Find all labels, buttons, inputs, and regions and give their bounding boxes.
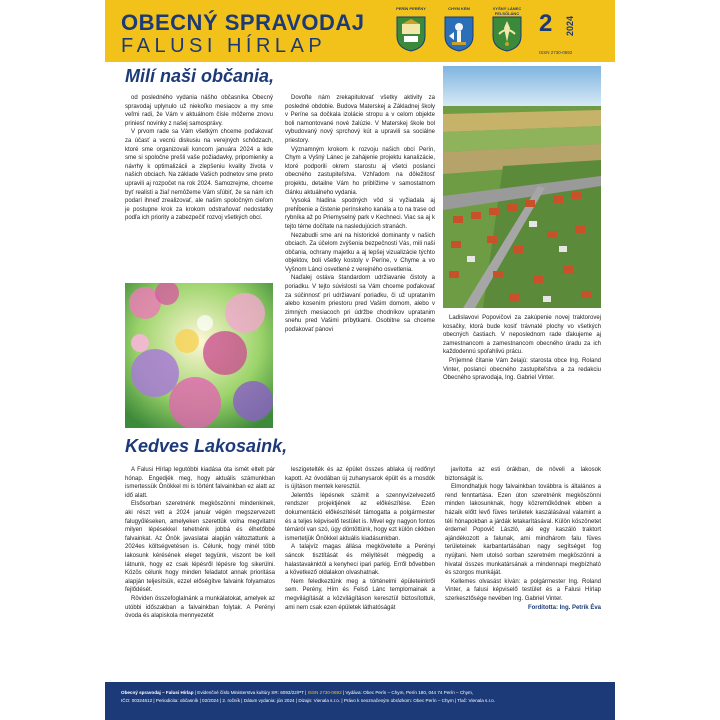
sk-heading: Milí naši občania, bbox=[125, 66, 275, 86]
perin-coat-of-arms-icon bbox=[396, 16, 426, 52]
paragraph: Naďalej ostáva štandardom udržiavanie čistoty a poriadku. V tejto súvislosti sa Vám chceme poďakovať za súčinnosť pri udržiavaní poriadku, či už uprataním alebo kosením priestoru pred Vašim domom, alebo v zimných mesiacoch pri údržbe chodníkov upratanim snehu pred Vašimi príbytkami. Osobitne sa chceme poďakovať pánovi bbox=[285, 275, 435, 334]
aerial-village-image bbox=[443, 66, 601, 308]
imprint-line-2: IČO: 00324612 | Periodicita: občasník | 02/2024 | 2. ročník | Dátum vydania: jún 2024 | Dizajn: Vienala s.r.o. | Právo k neoznačeným obrázkom: Obec Perín – Chym | Tlač: Vienala s.r.o. bbox=[121, 698, 496, 703]
village-aerial-photo bbox=[443, 66, 601, 308]
imprint-footer bbox=[105, 682, 615, 720]
paragraph: javította az esti órákban, de növeli a lakosok biztonságát is. bbox=[445, 467, 601, 482]
paragraph: Elsősorban szeretnénk megköszönni mindenkinek, aki részt vett a 2024 január végén megszervezett falugyűléseken, amelyeken szerettük volna megvitatni milyen lépésekkel tehetnénk jobbá és élhetőbbé falvainkat. Az Önök javaslatai alapján változtattunk a 2024es költségvetésen is. Célunk, hogy minél több lakosunk kérésének eleget tegyünk, viszont be kell látnunk, hogy ez csak lépésről lépésre fog sikerülni. Közös célunk hogy minden feladatot annak prioritása alapján teljesítsük, ezzel előségítve falvaink folyamatos fejlődését. bbox=[125, 501, 275, 594]
newsletter-page bbox=[105, 0, 615, 720]
imprint-line-1: Obecný spravodaj – Falusi Hírlap | Evidenčné číslo Ministerstva kultúry SR: 6093/22/PT | ISSN 2730-0692 | Vydáva: Obec Perín – Chym, Perín 180, 044 74 Perín – Chym, bbox=[121, 690, 474, 695]
sk-column-3 bbox=[443, 314, 601, 383]
paragraph: A talajvíz magas állása megkövetelte a Perényi sáncok tisztítását és mélyítését mégpedig a halastavaknktól a kenyheci ipari parkig. Erről bővebben a következő oldalakon olvashatnak. bbox=[285, 544, 435, 577]
paragraph: Významným krokom k rozvoju našich obcí Perín, Chym a Vyšný Lánec je zahájenie projektu kanalizácie, ktoré podporili okrem starostu aj všetci poslanci obecného zastupiteľstva. Vzhľadom na dôležitosť projektu, detailne Vám ho priblížime v samostatnom článku aktuálneho vydania. bbox=[285, 146, 435, 196]
publication-title: OBECNÝ SPRAVODAJ bbox=[121, 10, 365, 35]
paragraph: Dovoľte nám zrekapitulovať všetky aktivity za posledné obdobie. Budova Materskej a Základnej školy v Períne sa dočkala izolácie stropu a v celom objekte boli namontované nové žalúzie. V Materskej škole bol vybudovaný nový sprchový kút a upravili sa sociálne priestory. bbox=[285, 95, 435, 144]
paragraph: Nezabudli sme ani na historické dominanty v našich obciach. Za účelom zvýšenia bezpečnosti Vás, mili naši občania, ochrany majetku a aj lepšej vizualizácie týchto objektov, boli všetky kostoly v Períne, v Chyme a vo Vyšnom Lánci osvetlené z verejného osvetlenia. bbox=[285, 232, 435, 273]
issue-year: 2024 bbox=[565, 15, 575, 36]
paragraph: V prvom rade sa Vám všetkým chceme poďakovať za účasť a vecnú diskusiu na verejných schôdzach, ktoré sme organizovali koncom januára 2024 a kde sme si spoločne prešli vaše požiadavky, pripomienky a návrhy k optimalizácii a zlepšeniu kvality života v našich obciach. Na základe Vašich podnetov sme preto upravili aj rozpočet na rok 2024. Samozrejme, chceme byť realisti a žiaľ nemôžeme Vám sľúbiť, že sa nám ich podarí ihneď zrealizovať, ale našim spoločným cieľom je postupne krok za krokom odstraňovať nedostatky podľa ich priority a zabezpečiť rozvoj všetkých obcí. bbox=[125, 129, 273, 222]
hu-heading: Kedves Lakosaink, bbox=[125, 436, 288, 456]
footer-issn: ISSN 2730-0692 bbox=[307, 690, 342, 695]
sk-column-2 bbox=[285, 94, 435, 335]
translator-credit bbox=[445, 604, 601, 613]
chym-coat-of-arms-icon bbox=[444, 16, 474, 52]
crest-chym: CHYM KÉM bbox=[439, 6, 479, 52]
sk-column-1 bbox=[125, 94, 273, 223]
paragraph: Vysoká hladina spodných vôd si vyžiadala aj prehĺbenie a čistenie perínskeho kanála a to na trase od rybníka až po Priemyselný park v Kechneci. Viac sa aj k tejto téme dočítate na nasledujúcich stranách. bbox=[285, 198, 435, 230]
hu-column-2 bbox=[285, 466, 435, 612]
hu-column-3 bbox=[445, 466, 601, 612]
issue-box bbox=[535, 0, 615, 62]
paragraph: Jelentős lépésnek számít a szennyvízelvezető rendszer projektjének az előkészítése. Ezen dokumentáció előkészítését támogatta a polgármester és a teljes képviselő testület is. Mivel egy nagyon fontos témáról van szó, úgy döntöttünk, hogy ezt külön cikkben ismertetjük Önökkel aktuális kiadásunkban. bbox=[285, 492, 435, 542]
paragraph: Röviden összefoglalnánk a munkálatokat, amelyek az utóbbi időszakban a falvainkban folytak. A Perényi óvoda és alapiskola mennyezetét bbox=[125, 595, 275, 620]
paragraph: A Falusi Hírlap legutóbbi kiadása óta ismét eltelt pár hónap. Engedjék meg, hogy aktuális számunkban ismertessük Önökkel mi is történt falvainkban ez alatt az idő alatt. bbox=[125, 467, 275, 499]
spring-blossom-photo bbox=[125, 283, 273, 428]
vysny-lanec-coat-of-arms-icon bbox=[492, 16, 522, 52]
paragraph: Kellemes olvasást kíván: a polgármester Ing. Roland Vinter, a falusi képviselő testület és a Falusi Hírlap szerkesztősége nevében Ing. Gabriel Vinter. bbox=[445, 578, 601, 602]
hu-column-1 bbox=[125, 466, 275, 621]
paragraph: leszigetelték és az épület összes ablaka új redőnyt kapott. Az óvodában új zuhanysarok épült és a mosdók is újításon mentek keresztül. bbox=[285, 467, 435, 491]
paragraph: od posledného vydania nášho občasníka Obecný spravodaj uplynulo už niekoľko mesiacov a my sme veľmi radi, že Vám v aktuálnom čísle môžeme znovu priniesť novinky z našej samosprávy. bbox=[125, 95, 273, 127]
crest-vysny-lanec: VYŠNÝ LÁNEC FELSŐLÁNC bbox=[487, 6, 527, 52]
flower-blossom-image bbox=[125, 283, 273, 428]
paragraph: Ladislavovi Popovičovi za zakúpenie novej traktorovej kosačky, ktorá bude kosiť trávnaté plochy vo všetkých obecných častiach. V neposlednom rade ďakujeme aj zamestnancom a zamestnancom obecného úradu za ich každodennú spoľahlivú prácu. bbox=[443, 315, 601, 356]
publication-subtitle: FALUSI HÍRLAP bbox=[121, 35, 327, 57]
issue-number: 2 bbox=[539, 10, 553, 37]
paragraph: Elmondhatjuk hogy falvainkban továbbra is általános a rend fenntartása. Ezen úton szeretnénk megköszönni minden lakosunknak, hogy közreműködnek ebben a házaik előtt levő füves területek kaszálásával valamint a téli hónapokban a járdák letakarításával. Külön köszönetet érdemel Popovič László, aki egy kaszáló traktort ajándékozott a falunak, ami mindhárom falu füves területeinek karbantartásában nagy segítséget fog nyújtani. Nem utolsó sorban szeretném megköszönni a hivatal összes munkatársának a mindennapi megbízható és szorgos munkáját. bbox=[445, 484, 601, 577]
paragraph: Príjemné čítanie Vám želajú: starosta obce Ing. Roland Vinter, poslanci obecného zastupiteľstva a za redakciu Obecného spravodaja, Ing. Gabriel Vinter. bbox=[443, 357, 601, 382]
translator-name: Ing. Petrík Éva bbox=[559, 604, 601, 611]
issn-label: ISSN 2730-0692 bbox=[539, 50, 573, 55]
translator-prefix: Fordította: bbox=[527, 604, 560, 611]
crest-perin: PERÍN PERÉNY bbox=[391, 6, 431, 52]
masthead bbox=[105, 0, 615, 62]
paragraph: Nem feledkeztünk meg a történelmi épületeinkről sem. Perény, Hím és Felső Lánc templomainak a megvilágítását a közvilágításon keresztül biztosítottuk, ami nem csak ezen épületek láthatóságát bbox=[285, 578, 435, 611]
